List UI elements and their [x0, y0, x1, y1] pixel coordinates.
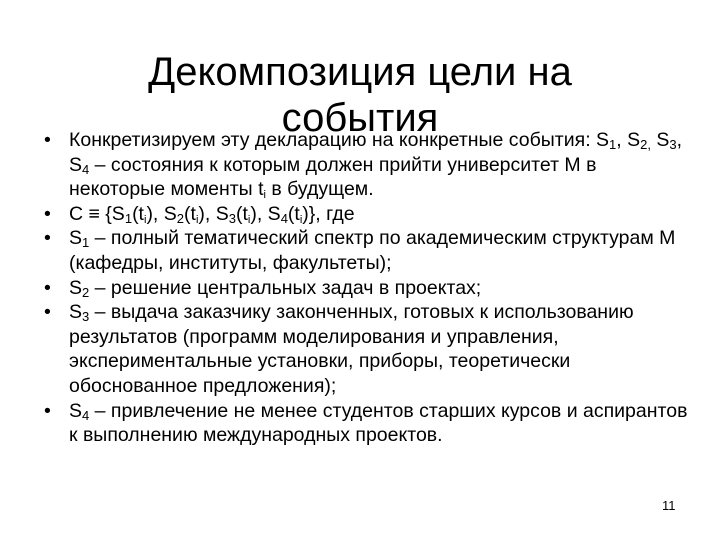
subscript: i: [143, 213, 147, 226]
subscript: 1: [82, 235, 90, 251]
subscript: 4: [82, 161, 90, 177]
slide-title-line2: события: [281, 95, 439, 140]
bullet-text: S: [69, 276, 83, 299]
bullet-text: , S: [616, 129, 641, 151]
bullet-text: (t: [132, 202, 144, 225]
bullet-text: )}, где: [302, 202, 355, 225]
bullet-text: С ≡ {S: [69, 202, 125, 225]
bullet-marker: •: [44, 399, 51, 422]
subscript: 2: [176, 210, 185, 226]
subscript: 2,: [640, 137, 651, 152]
bullet-text: – состояния к которым должен прийти университет М в некоторые моменты t: [69, 153, 597, 201]
bullet-item-events: [44, 128, 694, 202]
bullet-text: (t: [235, 202, 248, 225]
bullet-marker: •: [44, 276, 51, 299]
bullet-text: ), S: [146, 202, 177, 225]
subscript: i: [247, 213, 251, 226]
subscript: i: [263, 189, 266, 202]
slide-title: [60, 49, 660, 141]
slide-title-line1: Декомпозиция цели на: [148, 49, 572, 94]
bullet-text: S: [69, 399, 83, 422]
subscript: 3: [669, 137, 677, 152]
bullet-text: ), S: [250, 202, 281, 225]
bullet-text: – привлечение не менее студентов старших курсов и аспирантов к выполнению международных проектов.: [69, 399, 688, 447]
bullet-item-s3: [44, 300, 694, 398]
bullet-text: ), S: [198, 202, 229, 225]
bullet-marker: •: [44, 202, 51, 225]
bullet-text: (t: [184, 202, 196, 225]
bullet-text: Конкретизируем эту декларацию на конкретные события: S: [69, 129, 610, 151]
subscript: 4: [280, 210, 288, 226]
bullet-item-set-definition: [44, 202, 694, 227]
subscript: i: [195, 213, 199, 226]
bullet-text: в будущем.: [265, 178, 374, 201]
bullet-marker: •: [44, 129, 51, 151]
bullet-text: S: [650, 129, 670, 151]
bullet-text: S: [69, 227, 83, 250]
bullet-item-s1: [44, 226, 694, 275]
bullet-text: – выдача заказчику законченных, готовых к использованию результатов (программ моделирования и управления, экспериментальные установки, приборы, теоретически обоснованное предложения);: [69, 301, 634, 397]
subscript: 4: [82, 407, 90, 423]
subscript: 1: [609, 137, 617, 152]
bullet-item-s4: [44, 399, 694, 448]
subscript: 3: [82, 309, 90, 325]
bullet-text: (t: [287, 202, 300, 225]
subscript: 3: [228, 210, 236, 226]
bullet-list: [44, 128, 694, 448]
bullet-text: , S: [69, 129, 683, 176]
subscript: 2: [82, 284, 90, 300]
bullet-marker: •: [44, 301, 51, 324]
subscript: 1: [124, 210, 133, 226]
bullet-marker: •: [44, 227, 51, 250]
subscript: i: [299, 213, 303, 226]
bullet-text: – полный тематический спектр по академическим структурам М (кафедры, институты, факультеты);: [69, 227, 676, 274]
page-number: 11: [662, 498, 676, 513]
bullet-item-s2: [44, 276, 694, 301]
bullet-text: S: [69, 301, 83, 324]
bullet-text: – решение центральных задач в проектах;: [89, 276, 482, 299]
